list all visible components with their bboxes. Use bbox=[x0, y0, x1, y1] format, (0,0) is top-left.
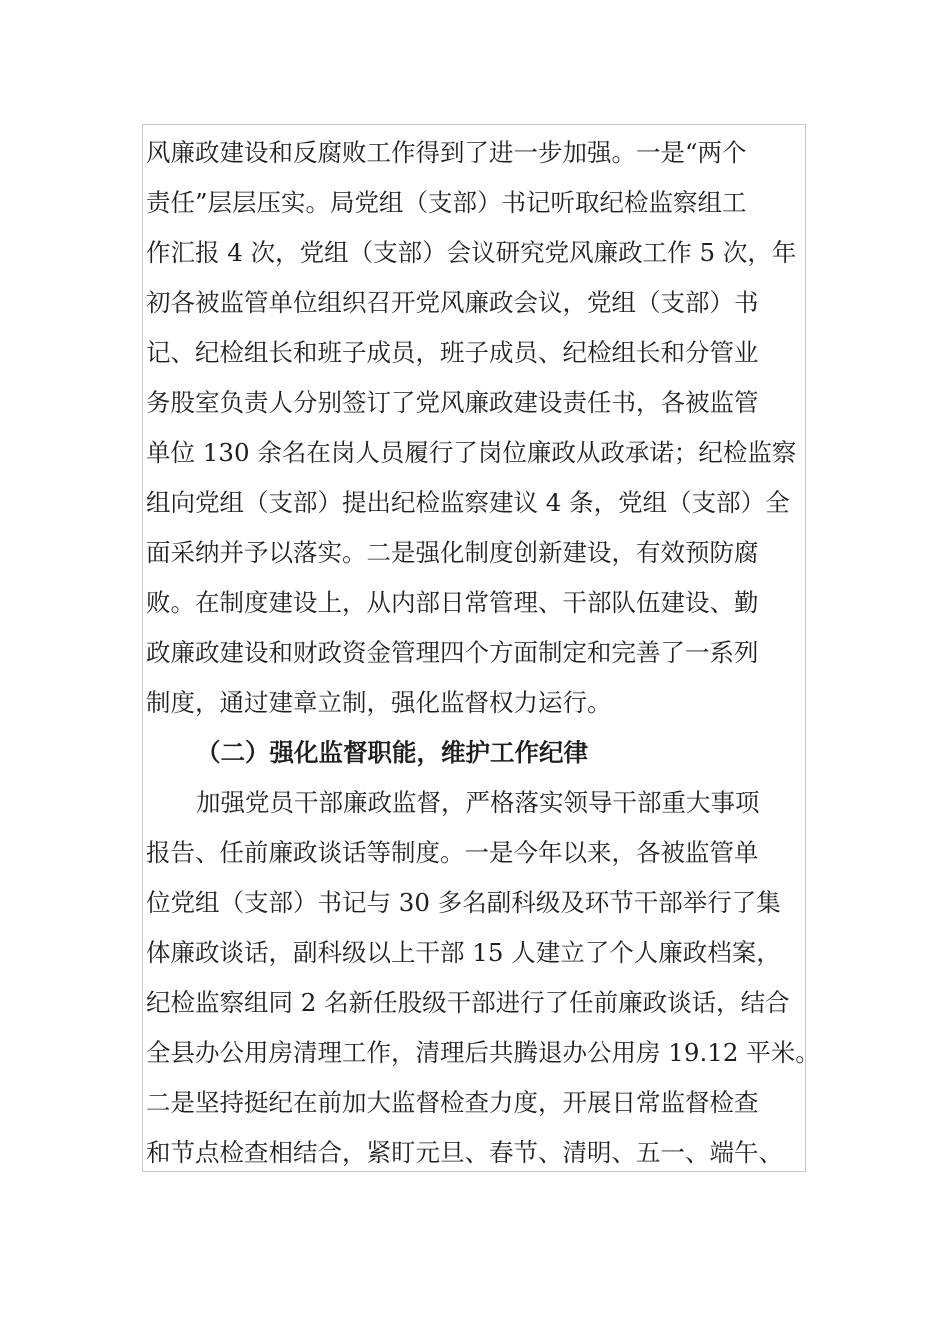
text-line: 责任”层层压实。局党组（支部）书记听取纪检监察组工 bbox=[146, 188, 747, 217]
text-line: 记、纪检组长和班子成员，班子成员、纪检组长和分管业 bbox=[146, 338, 759, 367]
text-line: 风廉政建设和反腐败工作得到了进一步加强。一是“两个 bbox=[146, 138, 747, 167]
text-line: 制度，通过建章立制，强化监督权力运行。 bbox=[146, 688, 612, 717]
text-line: 位党组（支部）书记与 30 多名副科级及环节干部举行了集 bbox=[146, 888, 781, 917]
text-line: 和节点检查相结合，紧盯元旦、春节、清明、五一、端午、 bbox=[146, 1138, 783, 1167]
paragraph-2 bbox=[146, 778, 826, 1178]
section-heading: （二）强化监督职能，维护工作纪律 bbox=[196, 738, 588, 767]
text-line: 单位 130 余名在岗人员履行了岗位廉政从政承诺；纪检监察 bbox=[146, 438, 797, 467]
text-line: 败。在制度建设上，从内部日常管理、干部队伍建设、勤 bbox=[146, 588, 759, 617]
text-line: 政廉政建设和财政资金管理四个方面制定和完善了一系列 bbox=[146, 638, 759, 667]
text-line: 报告、任前廉政谈话等制度。一是今年以来，各被监管单 bbox=[146, 838, 759, 867]
text-line: 作汇报 4 次，党组（支部）会议研究党风廉政工作 5 次，年 bbox=[146, 238, 797, 267]
document-body bbox=[146, 128, 826, 1178]
text-line: 二是坚持挺纪在前加大监督检查力度，开展日常监督检查 bbox=[146, 1088, 759, 1117]
text-line: 纪检监察组同 2 名新任股级干部进行了任前廉政谈话，结合 bbox=[146, 988, 790, 1017]
text-line: 加强党员干部廉政监督，严格落实领导干部重大事项 bbox=[196, 788, 760, 817]
text-line: 初各被监管单位组织召开党风廉政会议，党组（支部）书 bbox=[146, 288, 759, 317]
text-line: 体廉政谈话，副科级以上干部 15 人建立了个人廉政档案， bbox=[146, 938, 781, 967]
paragraph-1 bbox=[146, 128, 826, 728]
text-line: 务股室负责人分别签订了党风廉政建设责任书，各被监管 bbox=[146, 388, 759, 417]
text-line: 组向党组（支部）提出纪检监察建议 4 条，党组（支部）全 bbox=[146, 488, 790, 517]
text-line: 面采纳并予以落实。二是强化制度创新建设，有效预防腐 bbox=[146, 538, 759, 567]
text-line: 全县办公用房清理工作，清理后共腾退办公用房 19.12 平米。 bbox=[146, 1038, 820, 1067]
